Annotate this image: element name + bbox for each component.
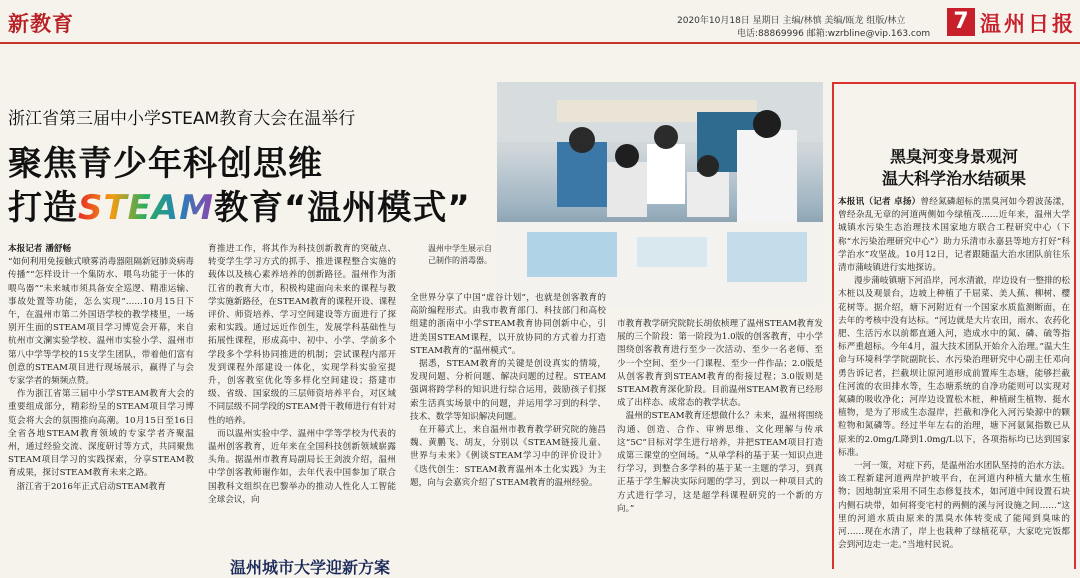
header-rule	[0, 42, 1080, 44]
article-column-3: 全世界分享了中国“虚谷计划”，也就是创客教育的高阶编程形式。由我市教育部门、科技部门和高校组建的浙南中小学STEAM教育协同创新中心，引进美国STEAM课程，以开放协同的方式着力打造STEAM教育的“温州模式”。 据悉，STEAM教育的关键是创设真实的情境，发现问题、分析问题、解决问题的过程。STEAM强调将跨学科的知识进行综合运用，鼓励孩子们探索生活真实场景中的问题，并运用学习到的科学、技术、数学等知识解决问题。 在开幕式上，来自温州市教育教学研究院的施昌魏、黄鹏飞、胡友，分别以《STEAM链接儿童、世界与未来》《例谈STEAM学习中的评价设计》《迭代创生：STEAM教育温州本土化实践》为主题，向与会嘉宾介绍了STEAM教育的温州经验。	[410, 293, 606, 488]
headline-suffix: 教育“温州模式”	[214, 188, 471, 228]
photo-illustration	[497, 82, 823, 307]
sidebar-paragraph-1	[838, 196, 1070, 275]
sidebar-title-line-2: 温大科学治水结硕果	[881, 169, 1026, 188]
sidebar-title	[838, 146, 1070, 190]
headline-line-1: 聚焦青少年科创思维	[8, 144, 323, 184]
headline-prefix: 打造	[8, 188, 78, 228]
sidebar-paragraph-2: 漫步蒲岐镇塘下河沿岸，河水清澈，岸边设有一整排的松木桩以及观景台，边坡上种植了千屈菜、美人蕉、柳树、樱花树等。据介绍，塘下河附近有一个国家水质监测断面，在去年的考核中没有达标。“河边就是大片农田，雨水、农药化肥、生活污水以前都直通入河，造成水中的氮、磷、硫等指标严重超标。今年4月，温大技术团队开始介入治理。”温大生命与环境科学学院副院长、水污染治理研究中心副主任邓向勇告诉记者，拦截坝让原河道形成前置库生态塘，能够拦截住河流的农田排水等，生态塘系统的自净功能则可以实现对氮磷的吸收净化；河岸边设置松木桩，种植耐生植物、挺水植物，是为了形成生态湿岸，拦截和净化入河污染源中的颗粒物和氮磷等。经过半年左右的治理，塘下河氨氮指数已从原来的2.0mg/L降到1.0mg/L以下，各项指标均已达到国家标准。	[838, 276, 1070, 458]
article-text-1: “如何利用免接触式喷雾消毒器阻隔新冠肺炎病毒传播”“怎样设计一个集防水、喂鸟功能于一体的喂鸟器”“未来城市须具备安全巡逻、精准运输、事故处置等功能，怎么实现”……10月15日下午，在温州市第二外国语学校的教学楼里，一场别开生面的STEAM项目学习博览会开幕，来自杭州市文澜实验学校、温州市实验小学、温州市第八中学等学校的15支学生团队，带着他们富有创意的STEAM项目进行现场展示，赢得了与会专家学者的频频点赞。 作为浙江省第三届中小学STEAM教育大会的重要组成部分，精彩纷呈的STEAM项目学习博览会将大会的氛围推向高潮。10月15日至16日全省各地STEAM教育领域的专家学者齐聚温州，通过经验交流、深度研讨等方式，共同聚焦STEAM项目学习的实践探索，分享STEAM教育成果，探讨STEAM教育未来之路。 浙江省于2016年正式启动STEAM教育	[8, 257, 194, 492]
date-line: 2020年10月18日 星期日 主编/林慎 美编/瓯龙 组版/林立	[677, 16, 906, 26]
masthead-logo: 温州日报	[980, 11, 1076, 36]
article-column-4: 市教育教学研究院院长胡依桢理了温州STEAM教育发展的三个阶段：第一阶段为1.0版的创客教育，中小学围绕创客教育进行至少一次活动、至少一名老师、至少一个空间、至少一门课程、至少一件作品；2.0版是从创客教育到STEAM教育的衔接过程；3.0版则是STEAM教育深化阶段。目前温州STEAM教育已经形成了出样态、成常态的教学状态。 温州的STEAM教育还想做什么？未来，温州将围绕沟通、创造、合作、审辨思维、文化理解与传承这“5C”目标对学生进行培养，并把STEAM项目打造成第三课堂的空间场。“从单学科的基于某一知识点进行学习，到整合多学科的基于某一主题的学习，到真正基于学生解决实际问题的学习，到以一种项目式的方式进行学习，这是超学科课程研究的一个新的方向。”	[617, 319, 823, 514]
article-column-1	[8, 243, 194, 561]
sidebar-text-1: 曾经氮磷超标的黑臭河如今碧波荡漾，曾经杂乱无章的河道两侧如今绿植茂……近年来，温州大学城镇水污染生态治理技术国家地方联合工程研究中心（下称“水污染治理研究中心”）助力乐清市永嘉县等地方打好“科学治水”攻坚战。10月12日，记者跟随温大治水团队前往乐清市蒲岐镇进行实地探访。	[838, 197, 1070, 274]
sidebar-title-line-1: 黑臭河变身景观河	[889, 147, 1018, 166]
article-column-2: 育推进工作，将其作为科技创新教育的突破点、转变学生学习方式的抓手、推进课程整合实施的载体以及核心素养培养的创新路径。温州作为浙江省的教育大市，积极构建面向未来的课程与教学实施新路径，在STEAM教育的课程开设、课程评价、师资培养、学习空间建设等方面进行了探索和实践。通过远近作创生，发展学科基础性与拓展性课程，形成高中、初中、小学、学前多个学段多个学科协同推进的机制；尝试课程内部开发到课程外部建设一体化，实现学科实验室提升，创客教室优化等多样化空间建设；搭建市级、省级、国家级的三层师资培养平台，对区域不同层级不同学段的STEAM骨干教师进行有针对性的培养。 而以温州实验中学、温州中学等学校为代表的温州创客教育，近年来在全国科技创新领域崭露头角。据温州市教育局副局长王剑波介绍，温州中学创客教师谢作如，去年代表中国参加了联合国教科文组织在巴黎举办的推动人性化人工智能全球会议，向	[208, 244, 396, 505]
sidebar-paragraph-3: 一河一策，对症下药，是温州治水团队坚持的治水方法。该工程新建河道两岸护坡平台，在河道内种植大量水生植物；因地制宜采用不同生态修复技术，如河道中间设置石块内侧石块带，如何将变宅村的两侧的溪与河设施之间……“这里的河道水质由原来的黑臭水体转变成了能闻到臭味的河……现在水清了，岸上也栽种了绿植花草，大家吃完饭都会到河边走一走。”当地村民说。	[838, 461, 1070, 551]
headline-line-2	[8, 180, 471, 229]
next-article-title: 温州城市大学迎新方案	[230, 558, 391, 577]
sidebar-byline: 本报讯（记者 卓扬）	[838, 197, 921, 207]
steam-word: STEAM	[78, 188, 215, 228]
contact-line: 电话:88869996 邮箱:wzrbline@vip.163.com	[737, 29, 931, 39]
page-number: 7	[947, 8, 975, 36]
students-photo	[497, 82, 823, 307]
section-title: 新教育	[8, 12, 74, 36]
kicker: 浙江省第三届中小学STEAM教育大会在温举行	[8, 109, 356, 129]
sidebar-article	[838, 196, 1070, 566]
photo-caption: 温州中学生展示自己制作的消毒器。	[428, 244, 492, 265]
byline: 本报记者 潘舒畅	[8, 244, 72, 254]
